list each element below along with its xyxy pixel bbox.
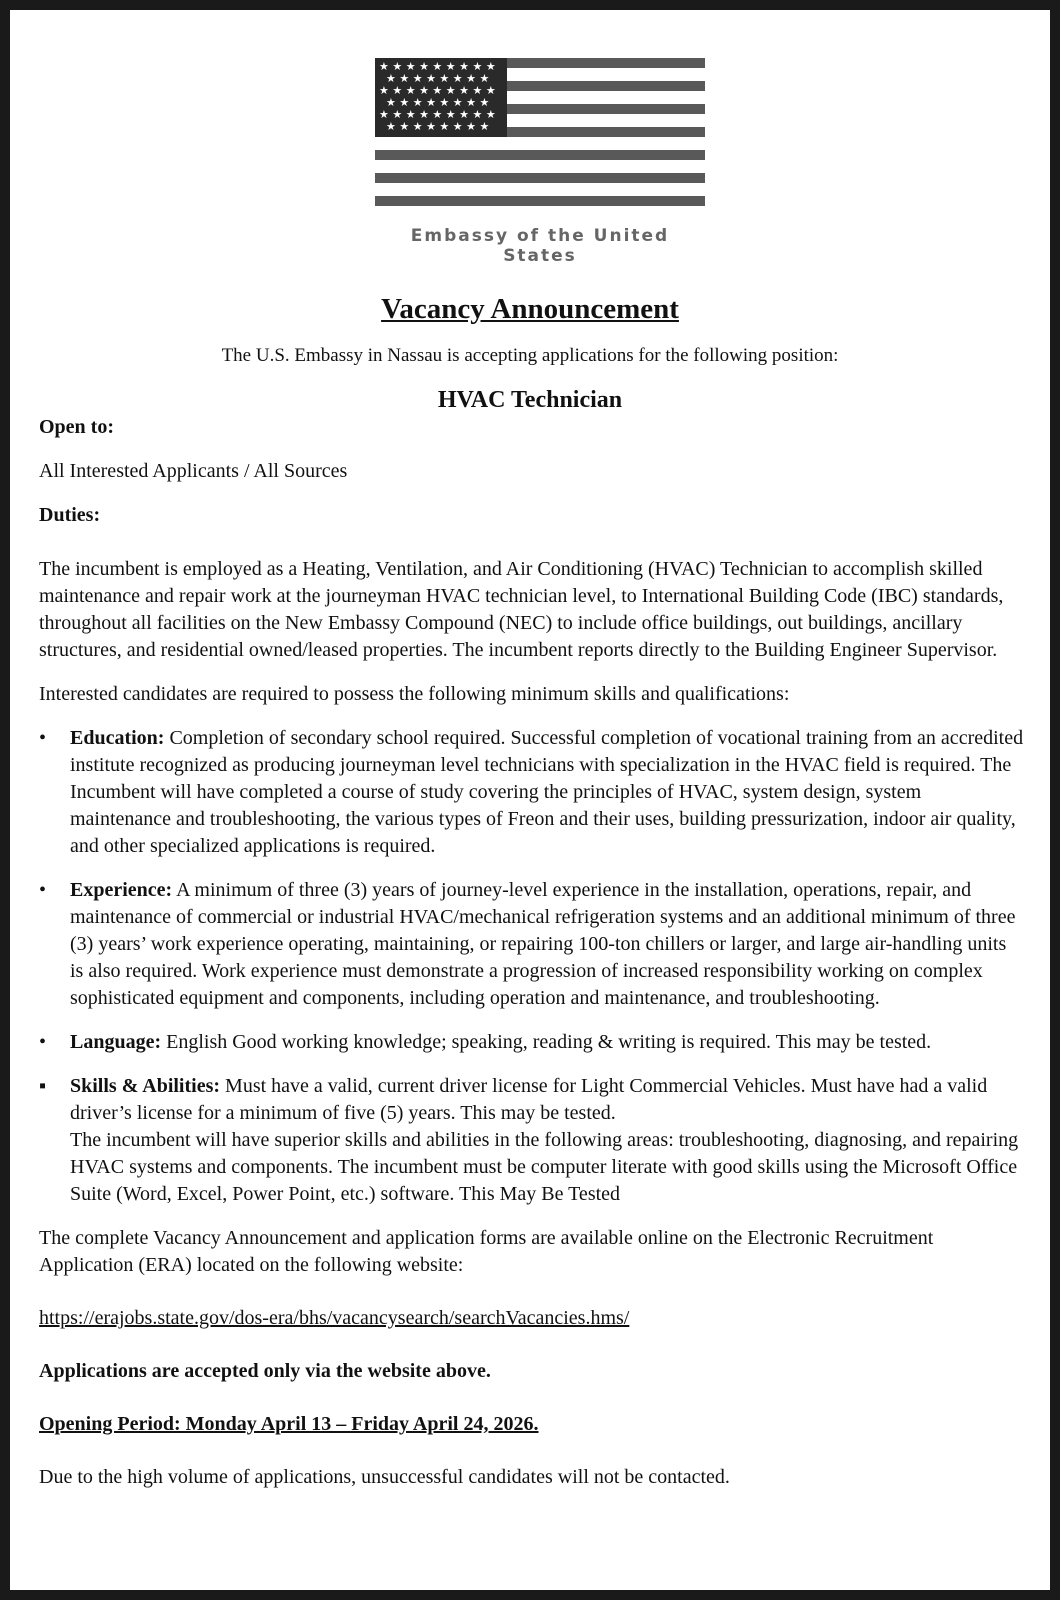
open-to-value: All Interested Applicants / All Sources (39, 460, 348, 482)
requirement-label: Education: (70, 727, 165, 749)
intro-text: The U.S. Embassy in Nassau is accepting applications for the following position: (221, 345, 839, 366)
list-item (39, 1029, 1024, 1056)
applications-note: Applications are accepted only via the website above. (39, 1360, 491, 1382)
svg-text:★ ★ ★ ★ ★ ★ ★ ★ ★: ★ ★ ★ ★ ★ ★ ★ ★ ★ (379, 60, 496, 73)
requirement-text: Completion of secondary school required. Successful completion of vocational training from an accredited institute recognized as producing journeyman level technicians with specialization in the HVAC field is required. The Incumbent will have completed a course of study covering the principles of HVAC, system design, system maintenance and troubleshooting, the various types of Freon and their uses, building pressurization, indoor air quality, and other specialized applications is required. (70, 727, 1024, 857)
requirement-text: Must have a valid, current driver license for Light Commercial Vehicles. Must have had a valid driver’s license for a minimum of five (5) years. This may be tested. (70, 1075, 988, 1124)
position-title: HVAC Technician (437, 387, 623, 413)
bullet-icon: ▪ (39, 1075, 47, 1097)
bullet-icon: • (39, 879, 47, 901)
opening-period: Opening Period: Monday April 13 – Friday April 24, 2026. (39, 1413, 539, 1435)
bullet-icon: • (39, 727, 47, 749)
embassy-logo (375, 58, 705, 266)
bullet-icon: • (39, 1031, 47, 1053)
list-item (39, 1073, 1024, 1208)
page-title: Vacancy Announcement (381, 293, 679, 325)
requirement-label: Language: (70, 1031, 162, 1053)
closing-note: Due to the high volume of applications, unsuccessful candidates will not be contacted. (39, 1466, 730, 1488)
requirement-label: Experience: (70, 879, 173, 901)
requirement-text-continued: The incumbent will have superior skills and abilities in the following areas: troubleshooting, diagnosing, and repairing HVAC systems and components. The incumbent must be computer literate with good skills using the Microsoft Office Suite (Word, Excel, Power Point, etc.) software. This May Be Tested (70, 1129, 1019, 1205)
requirement-label: Skills & Abilities: (70, 1075, 221, 1097)
open-to-label: Open to: (39, 416, 114, 438)
us-flag-icon (375, 58, 705, 218)
requirement-text: English Good working knowledge; speaking, reading & writing is required. This may be tested. (161, 1031, 932, 1053)
list-item (39, 725, 1024, 860)
era-link[interactable]: https://erajobs.state.gov/dos-era/bhs/vacancysearch/searchVacancies.hms/ (39, 1307, 630, 1329)
logo-caption: Embassy of the United States (410, 226, 670, 266)
svg-text:★ ★ ★ ★ ★ ★ ★ ★ ★: ★ ★ ★ ★ ★ ★ ★ ★ ★ (379, 84, 496, 97)
era-text: The complete Vacancy Announcement and application forms are available online on the Electronic Recruitment Application (ERA) located on the following website: (39, 1227, 934, 1276)
announcement-page (10, 10, 1050, 1590)
requirements-intro: Interested candidates are required to possess the following minimum skills and qualifications: (39, 683, 790, 705)
svg-text:★ ★ ★ ★ ★ ★ ★ ★: ★ ★ ★ ★ ★ ★ ★ ★ (386, 72, 490, 85)
list-item (39, 877, 1024, 1012)
svg-text:★ ★ ★ ★ ★ ★ ★ ★ ★: ★ ★ ★ ★ ★ ★ ★ ★ ★ (379, 108, 496, 121)
duties-text: The incumbent is employed as a Heating, Ventilation, and Air Conditioning (HVAC) Technician to accomplish skilled maintenance and repair work at the journeyman HVAC technician level, to International Building Code (IBC) standards, throughout all facilities on the New Embassy Compound (NEC) to include office buildings, out buildings, ancillary structures, and residential owned/leased properties. The incumbent reports directly to the Building Engineer Supervisor. (39, 558, 1004, 661)
announcement-body (39, 414, 1024, 1491)
svg-text:★ ★ ★ ★ ★ ★ ★ ★: ★ ★ ★ ★ ★ ★ ★ ★ (386, 96, 490, 109)
requirements-list (39, 725, 1024, 1208)
requirement-text: A minimum of three (3) years of journey-level experience in the installation, operations, repair, and maintenance of commercial or industrial HVAC/mechanical refrigeration systems and an additional minimum of three (3) years’ work experience operating, maintaining, or repairing 100-ton chillers or larger, and large air-handling units is also required. Work experience must demonstrate a progression of increased responsibility working on complex sophisticated equipment and components, including operation and maintenance, and troubleshooting. (70, 879, 1016, 1009)
svg-text:★ ★ ★ ★ ★ ★ ★ ★: ★ ★ ★ ★ ★ ★ ★ ★ (386, 120, 490, 133)
duties-label: Duties: (39, 504, 101, 526)
